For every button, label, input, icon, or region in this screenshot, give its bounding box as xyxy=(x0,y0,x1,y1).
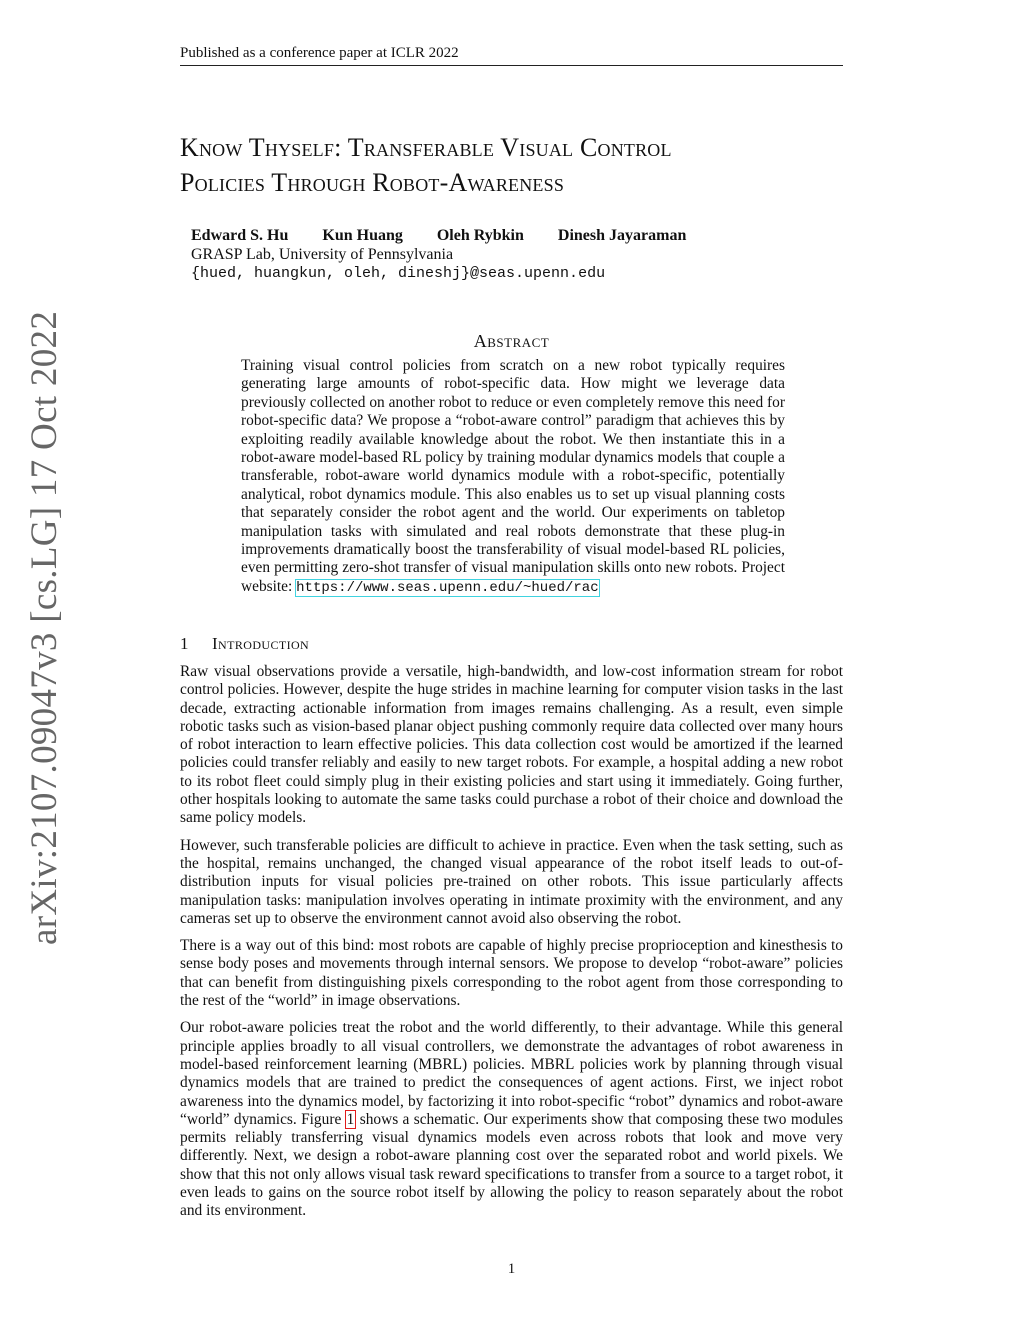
paragraph: There is a way out of this bind: most robots are capable of highly precise proprioception and kinesthesis to sense body poses and movements through internal sensors. We propose to develop “robot-aware” policies that can benefit from distinguishing pixels corresponding to the robot agent from those corresponding to the rest of the “world” in image observations. xyxy=(180,937,843,1010)
section-number: 1 xyxy=(180,634,189,653)
introduction-body xyxy=(180,663,843,1230)
affiliation: GRASP Lab, University of Pennsylvania xyxy=(191,246,454,263)
author-name: Kun Huang xyxy=(322,227,403,244)
paper-title xyxy=(180,130,850,200)
arxiv-identifier-stamp: arXiv:2107.09047v3 [cs.LG] 17 Oct 2022 xyxy=(24,310,65,945)
figure-reference-link[interactable]: 1 xyxy=(346,1110,355,1128)
title-line-2: Policies Through Robot-Awareness xyxy=(180,168,565,197)
page-number: 1 xyxy=(507,1261,516,1277)
running-header: Published as a conference paper at ICLR 2022 xyxy=(180,45,459,61)
paragraph: However, such transferable policies are difficult to achieve in practice. Even when the task setting, such as the hospital, remains unchanged, the changed visual appearance of the robot itself leads to out-of-distribution inputs for visual policies pre-trained on other robots. This issue particularly affects manipulation tasks: manipulation involves operating in intimate proximity with the environment, and any cameras set up to observe the environment cannot avoid also observing the robot. xyxy=(180,836,843,927)
author-name: Edward S. Hu xyxy=(191,227,289,244)
author-block xyxy=(191,226,841,284)
abstract-body: Training visual control policies from scratch on a new robot typically requires generating large amounts of robot-specific data. How might we leverage data previously collected on another robot to reduce or even completely remove this need for robot-specific data? We propose a “robot-aware control” paradigm that achieves this by exploiting readily available knowledge about the robot. We then instantiate this in a robot-aware model-based RL policy by training modular dynamics models that couple a transferable, robot-aware world dynamics module with a robot-specific, potentially analytical, robot dynamics module. This also enables us to set up visual planning costs that separately consider the robot agent and the world. Our experiments on tabletop manipulation tasks with simulated and real robots demonstrate that these plug-in improvements dramatically boost the transferability of visual model-based RL policies, even permitting zero-shot transfer of visual manipulation skills onto new robots. Project website: xyxy=(241,357,785,595)
author-emails: {hued, huangkun, oleh, dineshj}@seas.upenn.edu xyxy=(191,265,606,282)
title-line-1: Know Thyself: Transferable Visual Control xyxy=(180,133,672,162)
abstract-text xyxy=(241,357,785,597)
paragraph-text: shows a schematic. Our experiments show that composing these two modules permits reliably transferring visual dynamics models even across robots that look and move very differently. Next, we design a robot-aware planning cost over the separated robot and world pixels. We show that this not only allows visual task reward specifications to transfer from a source to a target robot, it even leads to gains on the source robot itself by allowing the policy to reason separately about the robot and its environment. xyxy=(180,1110,843,1220)
paragraph xyxy=(180,1019,843,1220)
paragraph: Raw visual observations provide a versatile, high-bandwidth, and low-cost information stream for robot control policies. However, despite the huge strides in machine learning for computer vision tasks in the last decade, extracting actionable information from images remains challenging. As a result, even simple robotic tasks such as vision-based planar object pushing commonly require data collected over many hours of robot interaction to learn effective policies. This data collection cost would be amortized if the learned policies could transfer reliably and easily to new target robots. For example, a hospital adding a new robot to its robot fleet could simply plug in their existing policies and start using it immediately. Going further, other hospitals looking to automate the same tasks could purchase a robot of their choice and download the same policy models. xyxy=(180,663,843,827)
author-name: Dinesh Jayaraman xyxy=(557,227,687,244)
author-names xyxy=(191,226,841,246)
section-title: Introduction xyxy=(212,634,310,653)
abstract-heading: Abstract xyxy=(473,331,550,351)
paragraph-text: Our robot-aware policies treat the robot and the world differently, to their advantage. While this general principle applies broadly to all visual controllers, we demonstrate the advantages of robot awareness in model-based reinforcement learning (MBRL) policies. MBRL policies work by planning through visual dynamics models that are trained to predict the consequences of agent actions. First, we inject robot awareness into the dynamics model, by factorizing it into robot-specific “robot” dynamics and robot-aware “world” dynamics. Figure xyxy=(180,1019,843,1128)
project-website-link[interactable]: https://www.seas.upenn.edu/~hued/rac xyxy=(296,579,599,596)
author-name: Oleh Rybkin xyxy=(436,227,524,244)
header-rule xyxy=(180,65,843,66)
section-heading xyxy=(180,633,843,655)
